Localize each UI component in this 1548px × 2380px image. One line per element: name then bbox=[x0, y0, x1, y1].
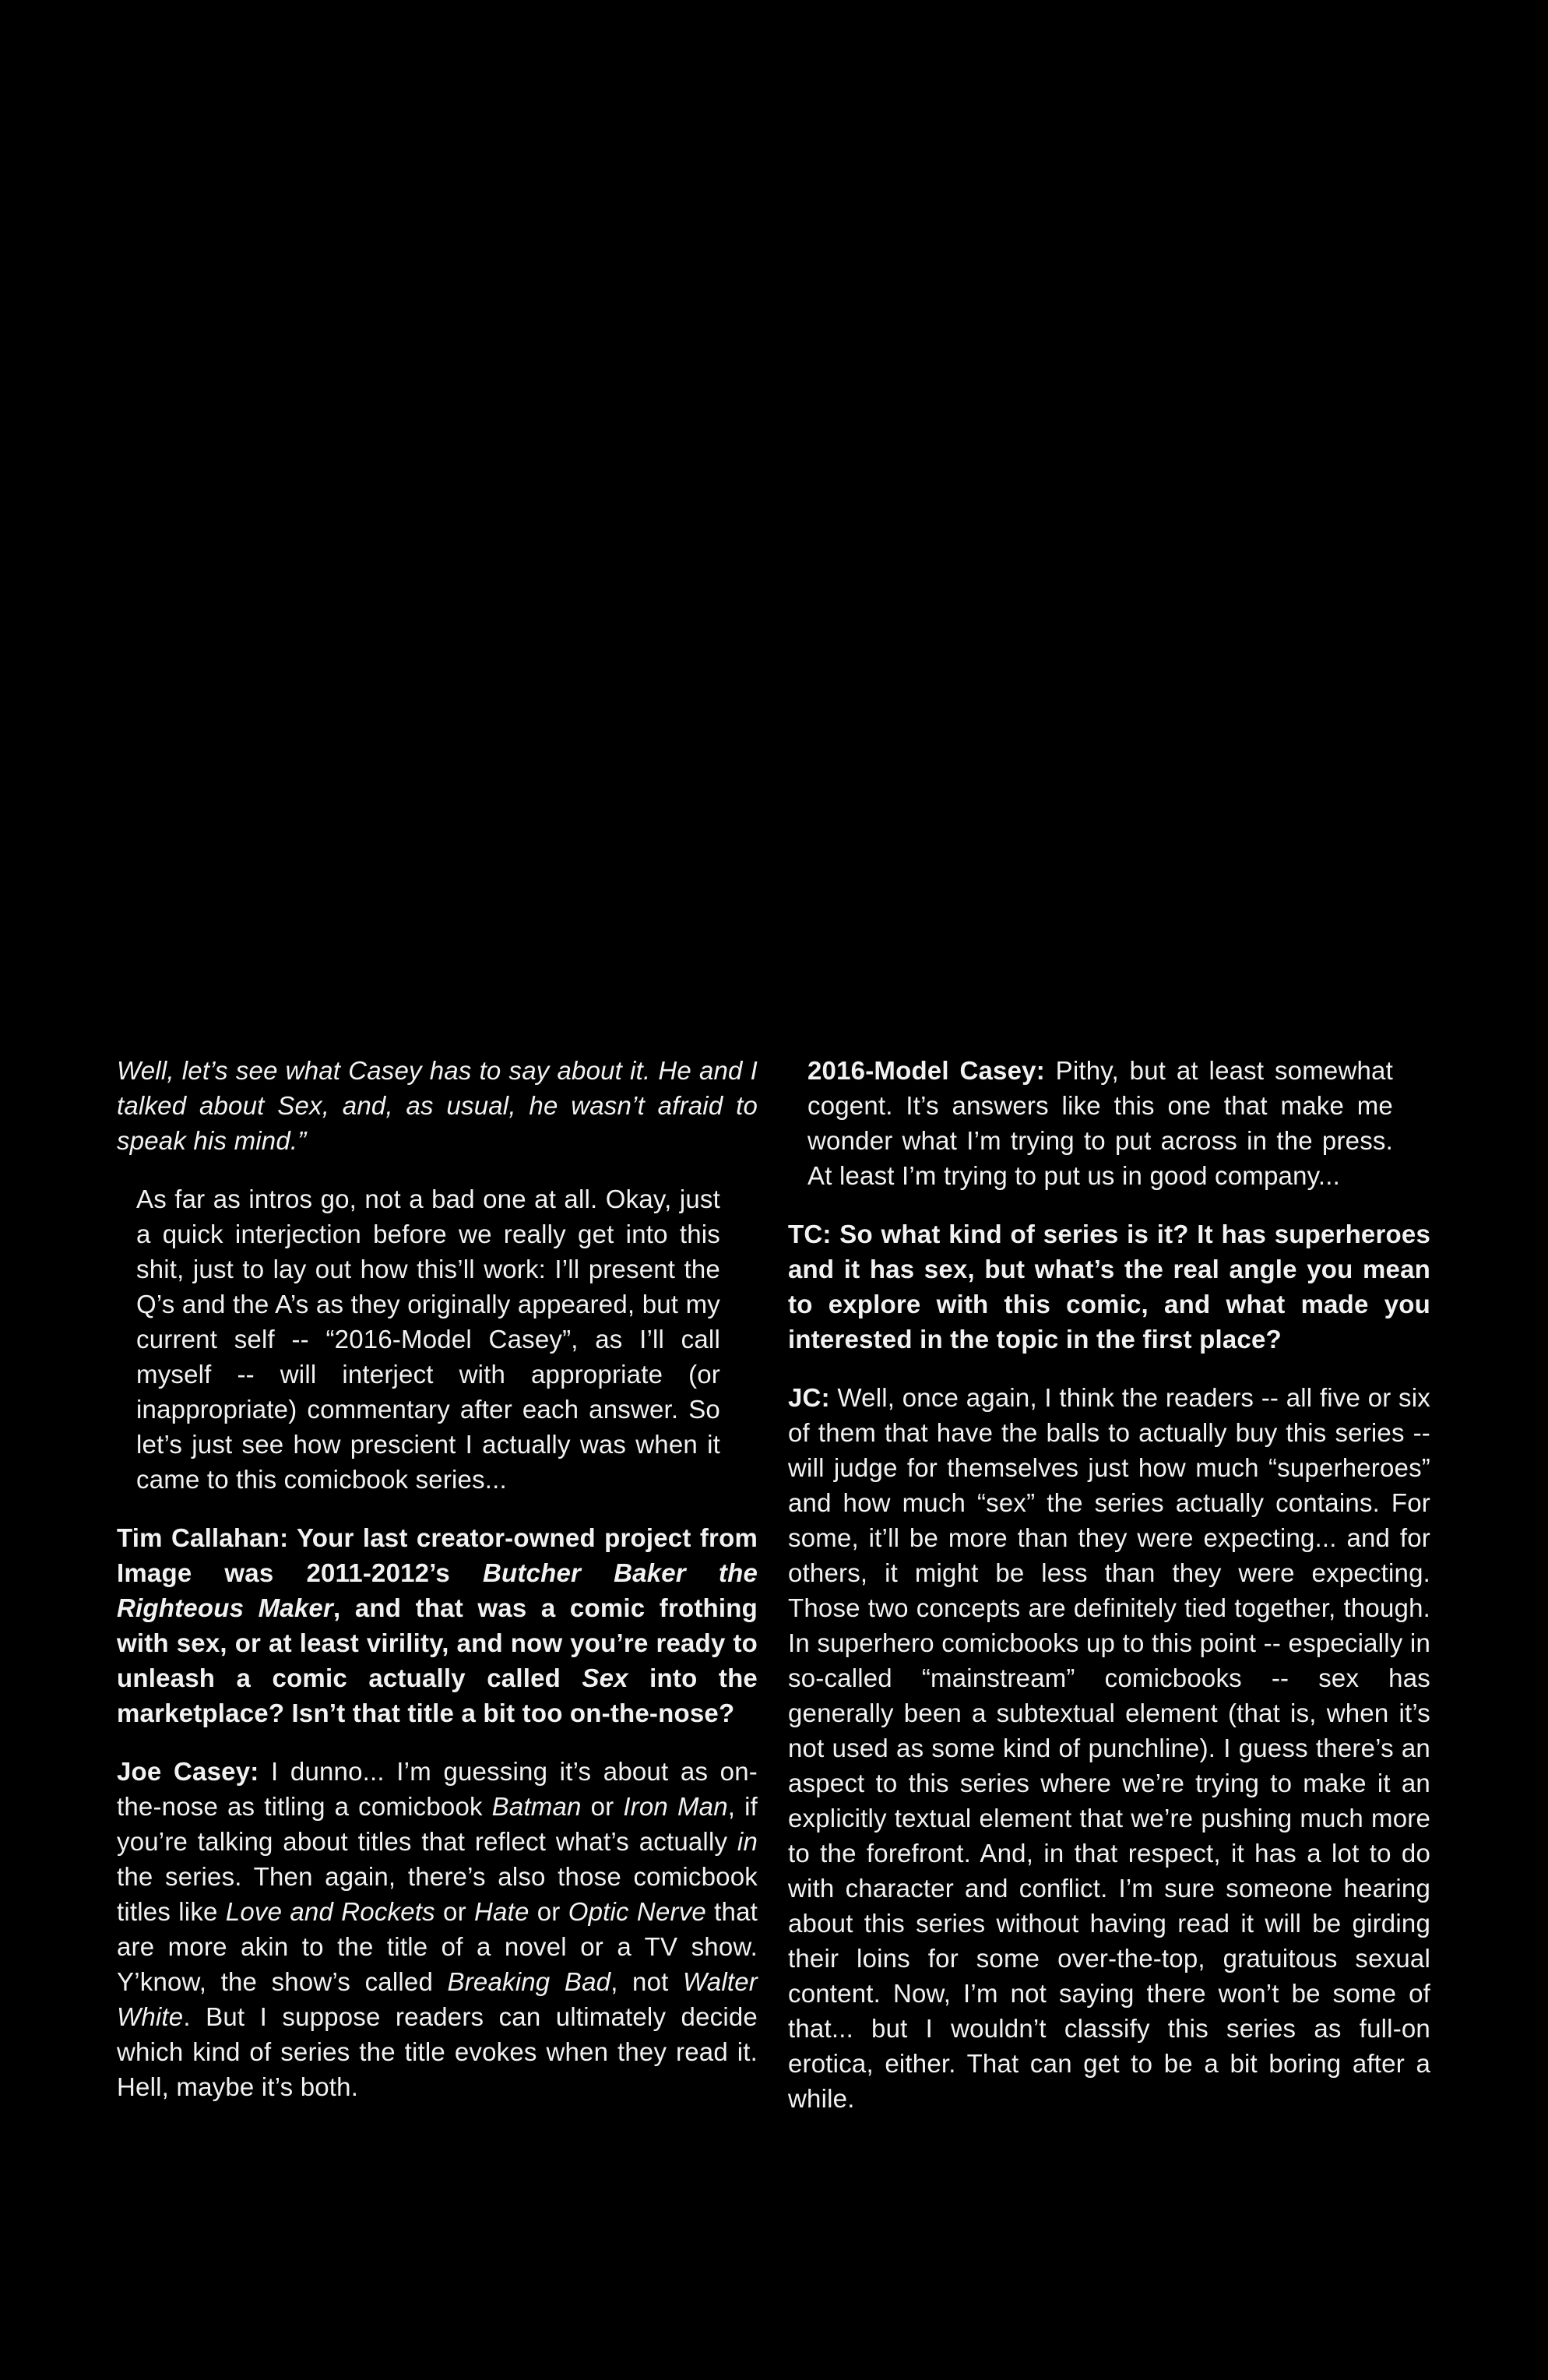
text-run: Walter White bbox=[117, 1967, 758, 2031]
text-run: , if you’re talking about titles that reflect what’s actually bbox=[117, 1792, 758, 1856]
text-run: Butcher Baker the Righteous Maker bbox=[117, 1558, 758, 1622]
commentary-2016-model-casey bbox=[788, 1053, 1430, 1193]
text-run: I dunno... I’m guessing it’s about as on-the-nose as titling a comicbook bbox=[117, 1757, 758, 1821]
text-run: Optic Nerve bbox=[568, 1897, 706, 1926]
text-run: , and that was a comic frothing with sex, or at least virility, and now you’re ready to unleash a comic actually called bbox=[117, 1593, 758, 1692]
text-run: Iron Man bbox=[623, 1792, 728, 1821]
text-run: that are more akin to the title of a novel or a TV show. Y’know, the show’s called bbox=[117, 1897, 758, 1996]
question-tc bbox=[788, 1216, 1430, 1357]
text-run: Tim Callahan: Your last creator-owned project from Image was 2011-2012’s bbox=[117, 1523, 758, 1587]
text-run: Pithy, but at least somewhat cogent. It’s answers like this one that make me wonder what I’m trying to put across in the press. At least I’m trying to put us in good company... bbox=[807, 1056, 1393, 1190]
text-run: . But I suppose readers can ultimately decide which kind of series the title evokes when they read it. Hell, maybe it’s both. bbox=[117, 2002, 758, 2101]
question-tim-callahan bbox=[117, 1520, 758, 1730]
text-run: Sex bbox=[582, 1664, 628, 1692]
text-run: Joe Casey: bbox=[117, 1757, 271, 1786]
text-run: the series. Then again, there’s also those comicbook titles like bbox=[117, 1862, 758, 1926]
text-run: Breaking Bad bbox=[447, 1967, 611, 1996]
text-run: in bbox=[737, 1827, 758, 1856]
text-run: Batman bbox=[491, 1792, 582, 1821]
left-column bbox=[117, 1053, 758, 2128]
text-run: TC: So what kind of series is it? It has superheroes and it has sex, but what’s the real angle you mean to explore with this comic, and what made you interested in the topic in the first place? bbox=[788, 1220, 1430, 1354]
text-run: , not bbox=[610, 1967, 684, 1996]
text-run: Love and Rockets bbox=[225, 1897, 435, 1926]
text-run: or bbox=[434, 1897, 475, 1926]
text-run: Well, let’s see what Casey has to say about it. He and I talked about Sex, and, as usual, he wasn’t afraid to speak his mind.” bbox=[117, 1056, 758, 1155]
text-run: or bbox=[581, 1792, 624, 1821]
text-run: into the marketplace? Isn’t that title a bit too on-the-nose? bbox=[117, 1664, 758, 1727]
commentary-2016-casey-intro bbox=[117, 1181, 758, 1497]
text-run: 2016-Model Casey: bbox=[807, 1056, 1056, 1085]
text-run: Well, once again, I think the readers -- all five or six of them that have the balls to actually buy this series -- will judge for themselves just how much “superheroes” and how much “sex” the series actually contains. For some, it’ll be more than they were expecting... and for others, it might be less than they were expecting. Those two concepts are definitely tied together, though. In superhero comicbooks up to this point -- especially in so-called “mainstream” comicbooks -- sex has generally been a subtextual element (that is, when it’s not used as some kind of punchline). I guess there’s an aspect to this series where we’re trying to make it an explicitly textual element that we’re pushing much more to the forefront. And, in that respect, it has a lot to do with character and conflict. I’m sure someone hearing about this series without having read it will be girding their loins for some over-the-top, gratuitous sexual content. Now, I’m not saying there won’t be some of that... but I wouldn’t classify this series as full-on erotica, either. That can get to be a bit boring after a while. bbox=[788, 1383, 1430, 2113]
answer-joe-casey bbox=[117, 1754, 758, 2104]
intro-quote bbox=[117, 1053, 758, 1158]
text-run: Hate bbox=[474, 1897, 529, 1926]
answer-jc bbox=[788, 1380, 1430, 2116]
text-run: As far as intros go, not a bad one at all. Okay, just a quick interjection before we really get into this shit, just to lay out how this’ll work: I’ll present the Q’s and the A’s as they originally appeared, but my current self -- “2016-Model Casey”, as I’ll call myself -- will interject with appropriate (or inappropriate) commentary after each answer. So let’s just see how prescient I actually was when it came to this comicbook series... bbox=[136, 1185, 720, 1494]
text-run: or bbox=[529, 1897, 568, 1926]
text-run: JC: bbox=[788, 1383, 838, 1412]
right-column bbox=[788, 1053, 1430, 2139]
